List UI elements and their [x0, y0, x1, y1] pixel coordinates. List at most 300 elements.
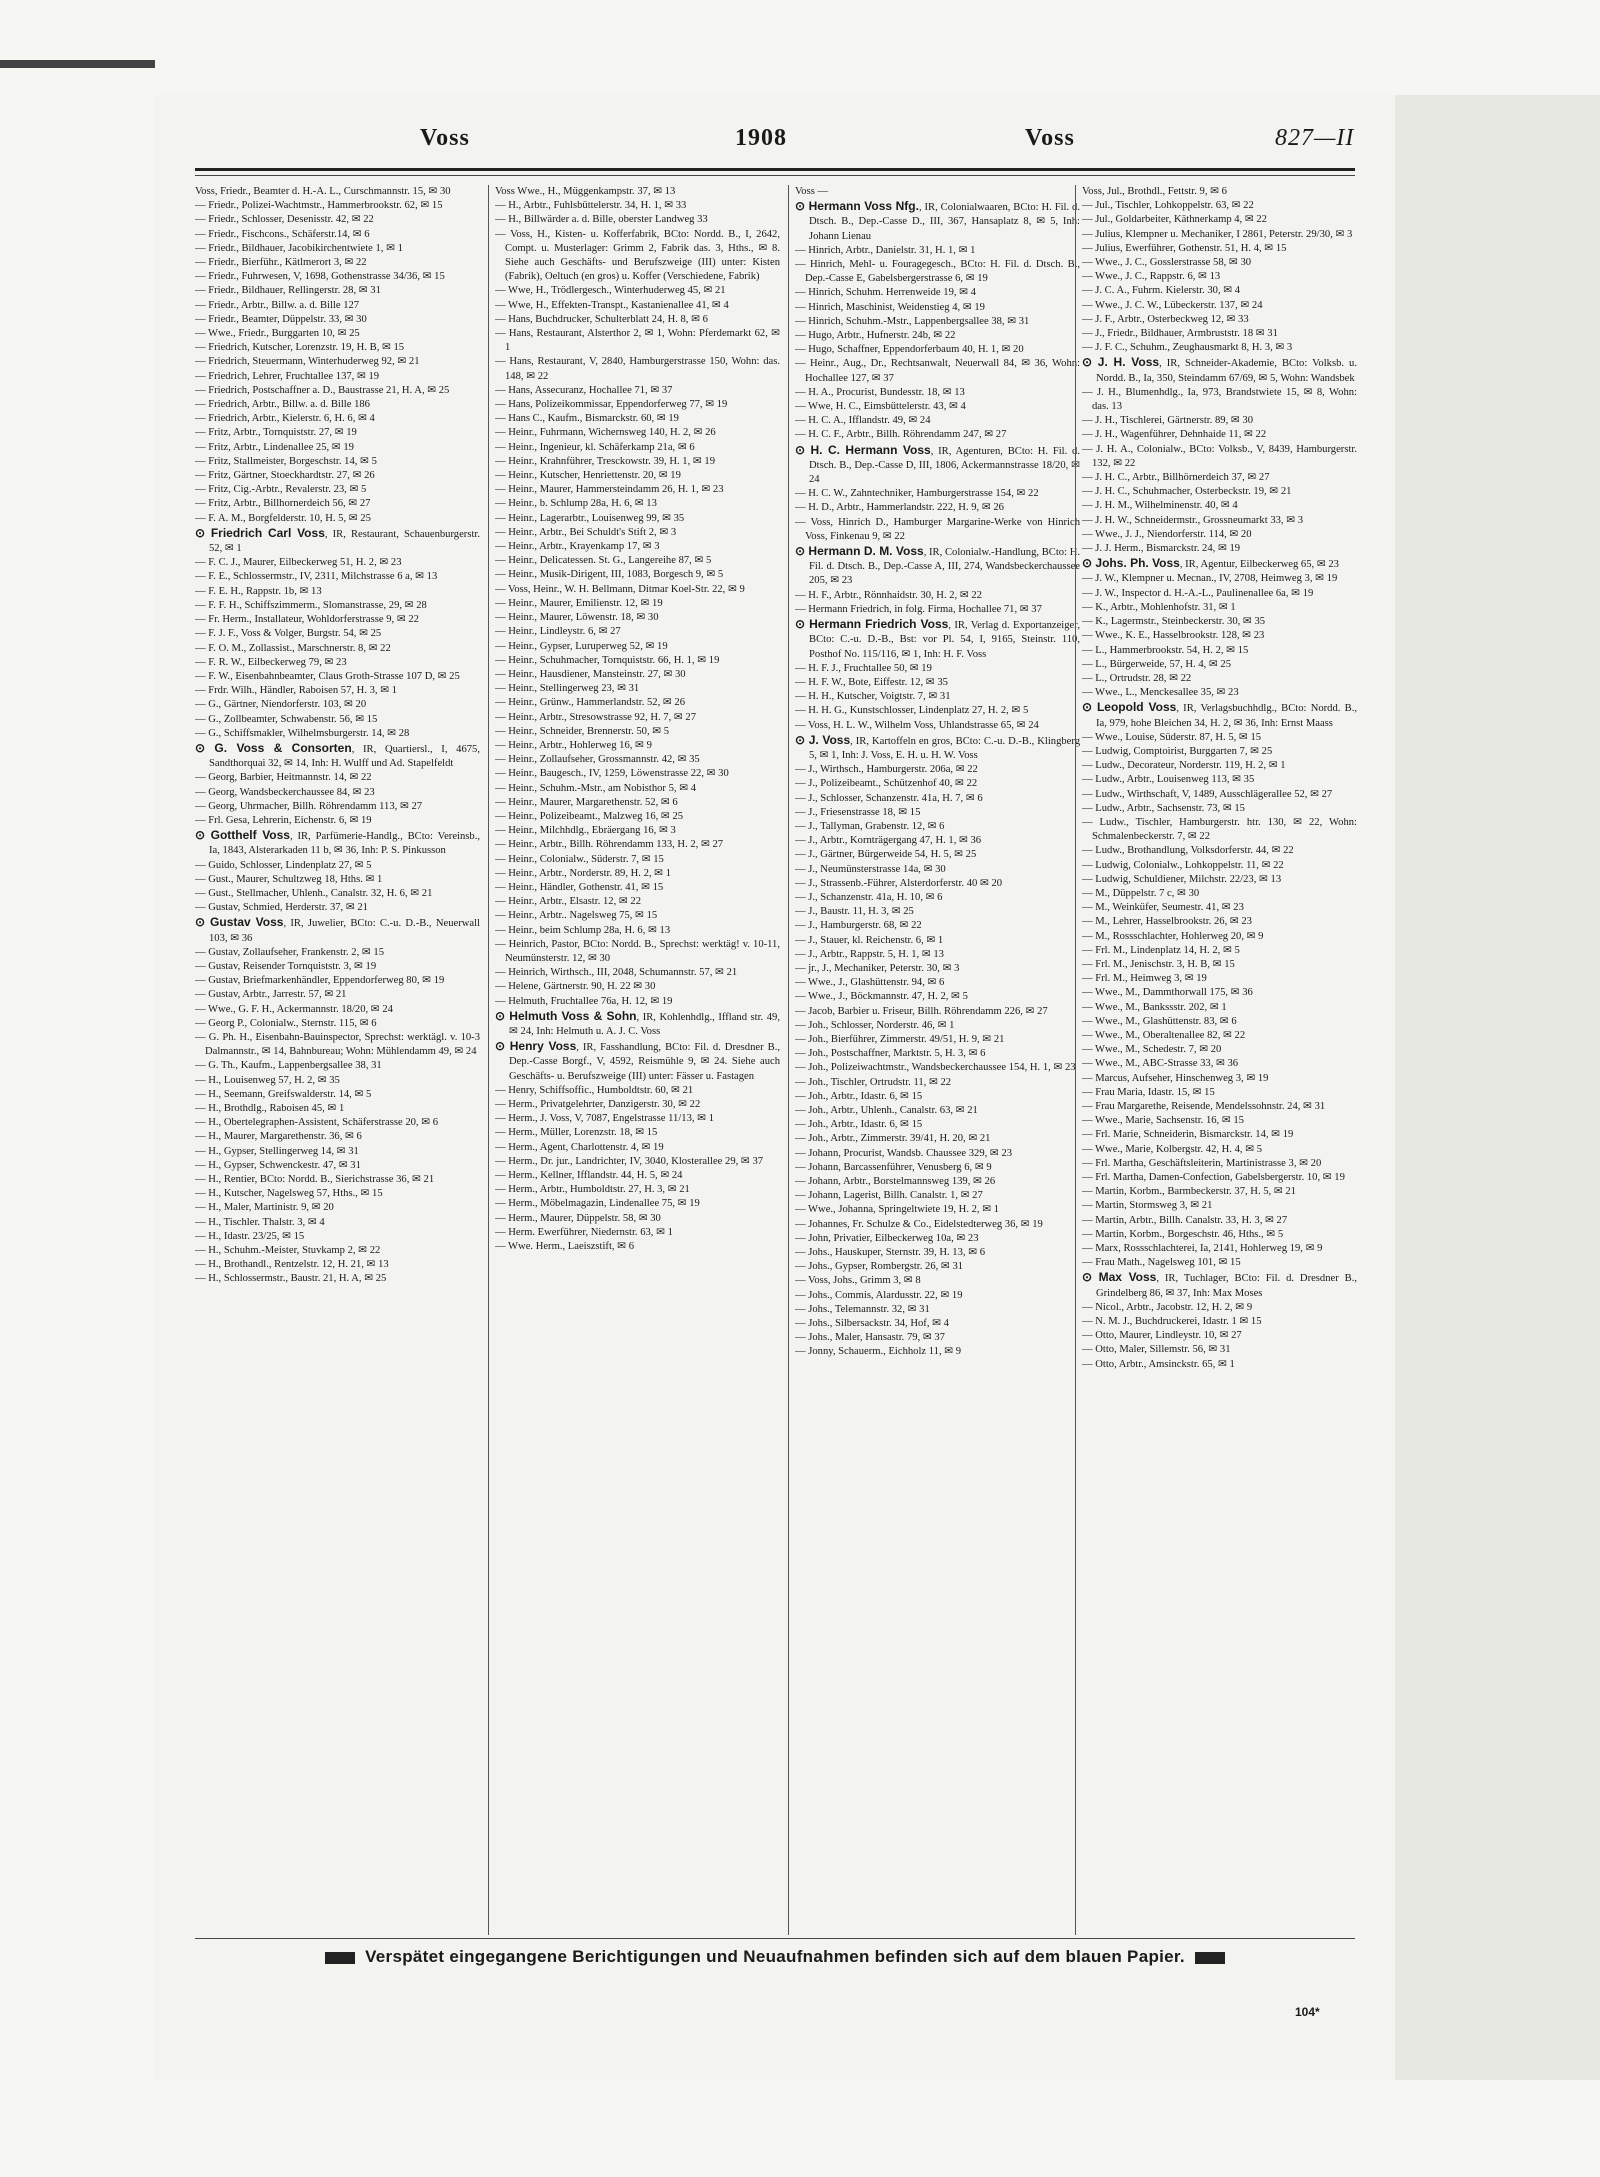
directory-entry: — J., Friedr., Bildhauer, Armbruststr. 18 ✉ 31 [1082, 328, 1278, 340]
directory-entry: — Otto, Maurer, Lindleystr. 10, ✉ 27 [1082, 1330, 1242, 1342]
directory-entry: — Heinr., Arbtr., Stresowstrasse 92, H. 7, ✉ 27 [495, 711, 697, 723]
directory-entry: — Hugo, Arbtr., Hufnerstr. 24b, ✉ 22 [795, 330, 956, 342]
directory-entry: — Fr. Herm., Installateur, Wohldorferstrasse 9, ✉ 22 [195, 614, 419, 626]
directory-entry: — Wwe., J. C., Rappstr. 6, ✉ 13 [1082, 271, 1221, 283]
directory-entry: — Nicol., Arbtr., Jacobstr. 12, H. 2, ✉ 9 [1082, 1301, 1253, 1313]
directory-entry: — Heinr., Fuhrmann, Wichernsweg 140, H. 2, ✉ 26 [495, 427, 716, 439]
directory-entry: — Jul., Goldarbeiter, Käthnerkamp 4, ✉ 22 [1082, 214, 1267, 226]
directory-entry: — H., Schuhm.-Meister, Stuvkamp 2, ✉ 22 [195, 1245, 381, 1257]
directory-entry: — Wwe., J. J., Niendorferstr. 114, ✉ 20 [1082, 528, 1252, 540]
directory-entry: — Otto, Arbtr., Amsinckstr. 65, ✉ 1 [1082, 1358, 1235, 1370]
directory-entry: — Julius, Klempner u. Mechaniker, I 2861, Peterstr. 29/30, ✉ 3 [1082, 228, 1353, 240]
directory-entry: — Joh., Schlosser, Norderstr. 46, ✉ 1 [795, 1019, 955, 1031]
directory-entry: — Frau Math., Nagelsweg 101, ✉ 15 [1082, 1257, 1241, 1269]
column-2 [495, 185, 780, 1935]
directory-entry: — Jul., Tischler, Lohkoppelstr. 63, ✉ 22 [1082, 200, 1254, 212]
directory-entry: — Herm., J. Voss, V, 7087, Engelstrasse 11/13, ✉ 1 [495, 1113, 714, 1125]
directory-entry: — Heinr., Hausdiener, Mansteinstr. 27, ✉ 30 [495, 668, 686, 680]
directory-entry: — Hinrich, Arbtr., Danielstr. 31, H. 1, ✉ 1 [795, 244, 976, 256]
directory-entry: — J., Gärtner, Bürgerweide 54, H. 5, ✉ 25 [795, 849, 977, 861]
directory-entry: — Ludwig, Comptoirist, Burggarten 7, ✉ 25 [1082, 745, 1273, 757]
directory-entry: — Heinr., Stellingerweg 23, ✉ 31 [495, 683, 640, 695]
directory-entry: — Heinr., Delicatessen. St. G., Langereihe 87, ✉ 5 [495, 555, 712, 567]
directory-entry: — Hugo, Schaffner, Eppendorferbaum 40, H. 1, ✉ 20 [795, 344, 1024, 356]
directory-entry: — Wwe., J. C., Gosslerstrasse 58, ✉ 30 [1082, 257, 1252, 269]
directory-entry: — Johann, Lagerist, Billh. Canalstr. 1, ✉ 27 [795, 1190, 983, 1202]
directory-entry: — F. J. F., Voss & Volger, Burgstr. 54, ✉ 25 [195, 628, 382, 640]
directory-entry: — Wwe., J., Glashüttenstr. 94, ✉ 6 [795, 977, 945, 989]
page-number: 827—II [1275, 125, 1355, 151]
directory-entry: — Voss, Johs., Grimm 3, ✉ 8 [795, 1275, 921, 1287]
directory-entry: — L., Bürgerweide, 57, H. 4, ✉ 25 [1082, 658, 1232, 670]
directory-entry: — Wwe., K. E., Hasselbrookstr. 128, ✉ 23 [1082, 630, 1265, 642]
directory-entry: — J. W., Inspector d. H.-A.-L., Paulinenallee 6a, ✉ 19 [1082, 587, 1314, 599]
directory-entry: — L., Hammerbrookstr. 54, H. 2, ✉ 15 [1082, 644, 1249, 656]
directory-entry: — Heinr., Grünw., Hammerlandstr. 52, ✉ 26 [495, 697, 686, 709]
header-rule-thin [195, 175, 1355, 176]
directory-entry: — J., Stauer, kl. Reichenstr. 6, ✉ 1 [795, 934, 944, 946]
directory-page [155, 95, 1395, 2080]
directory-entry: — Jonny, Schauerm., Eichholz 11, ✉ 9 [795, 1346, 962, 1358]
directory-entry: — Helmuth, Fruchtallee 76a, H. 12, ✉ 19 [495, 995, 673, 1007]
directory-entry: — Hinrich, Schuhm. Herrenweide 19, ✉ 4 [795, 287, 976, 299]
directory-entry: — F. O. M., Zollassist., Marschnerstr. 8, ✉ 22 [195, 642, 391, 654]
directory-entry: — Heinr., Arbtr.. Nagelsweg 75, ✉ 15 [495, 910, 658, 922]
directory-entry: — Heinr., beim Schlump 28a, H. 6, ✉ 13 [495, 924, 671, 936]
directory-entry: — Ludw., Decorateur, Norderstr. 119, H. 2, ✉ 1 [1082, 760, 1286, 772]
directory-entry: — Hans, Restaurant, Alsterthor 2, ✉ 1, Wohn: Pferdemarkt 62, ✉ 1 [495, 328, 780, 354]
directory-entry: — H., Schlossermstr., Baustr. 21, H. A, ✉ 25 [195, 1273, 387, 1285]
directory-entry: — Friedrich, Arbtr., Kielerstr. 6, H. 6, ✉ 4 [195, 413, 375, 425]
directory-entry: — Heinr., Colonialw., Süderstr. 7, ✉ 15 [495, 853, 664, 865]
scan-margin [1395, 95, 1600, 2080]
directory-entry: — Joh., Arbtr., Uhlenh., Canalstr. 63, ✉ 21 [795, 1105, 978, 1116]
directory-entry: — Henry, Schiffsoffic., Humboldtstr. 60, ✉ 21 [495, 1084, 694, 1096]
directory-entry: ⊙ Gotthelf Voss, IR, Parfümerie-Handlg., BCto: Vereinsb., Ia, 1843, Alsterarkaden 11 b, ✉ 36, Inh: P. S. Pinkusson [195, 828, 480, 857]
directory-entry: — Johs., Hauskuper, Sternstr. 39, H. 13, ✉ 6 [795, 1247, 986, 1259]
directory-entry: — Johs., Silbersackstr. 34, Hof, ✉ 4 [795, 1318, 949, 1330]
directory-entry: — Friedr., Polizei-Wachtmstr., Hammerbrookstr. 62, ✉ 15 [195, 200, 443, 212]
directory-entry: — Ludw., Arbtr., Louisenweg 113, ✉ 35 [1082, 774, 1255, 786]
directory-entry: — Heinr., Arbtr., Hohlerweg 16, ✉ 9 [495, 739, 652, 751]
directory-entry: — Wwe., M., Oberaltenallee 82, ✉ 22 [1082, 1029, 1246, 1041]
directory-entry: — H., Maurer, Margarethenstr. 36, ✉ 6 [195, 1131, 362, 1143]
directory-entry: — Herm., Agent, Charlottenstr. 4, ✉ 19 [495, 1141, 664, 1153]
directory-entry: — Johs., Gypser, Rombergstr. 26, ✉ 31 [795, 1261, 964, 1273]
directory-entry: — Heinr., Maurer, Hammersteindamm 26, H. 1, ✉ 23 [495, 484, 724, 496]
directory-entry: — Heinr., Schneider, Brennerstr. 50, ✉ 5 [495, 725, 670, 737]
directory-entry: — Voss, H. L. W., Wilhelm Voss, Uhlandstrasse 65, ✉ 24 [795, 719, 1039, 731]
directory-entry: — Marcus, Aufseher, Hinschenweg 3, ✉ 19 [1082, 1072, 1269, 1084]
directory-entry: — J. F. C., Schuhm., Zeughausmarkt 8, H. 3, ✉ 3 [1082, 342, 1293, 354]
directory-entry: — Gust., Maurer, Schultzweg 18, Hths. ✉ 1 [195, 873, 383, 885]
directory-entry: — Ludwig, Colonialw., Lohkoppelstr. 11, ✉ 22 [1082, 859, 1284, 871]
directory-entry: — Heinr., Arbtr., Billh. Röhrendamm 133, H. 2, ✉ 27 [495, 839, 724, 851]
directory-entry: — Fritz, Arbtr., Lindenallee 25, ✉ 19 [195, 441, 354, 453]
directory-entry: — Voss, Hinrich D., Hamburger Margarine-Werke von Hinrich Voss, Finkenau 9, ✉ 22 [795, 516, 1080, 542]
scan-edge-bar [0, 60, 155, 68]
directory-entry: — Heinr., Baugesch., IV, 1259, Löwenstrasse 22, ✉ 30 [495, 768, 729, 780]
directory-entry: — J., Hamburgerstr. 68, ✉ 22 [795, 920, 922, 932]
column-divider [1075, 185, 1076, 1935]
directory-entry: — Frl. Gesa, Lehrerin, Eichenstr. 6, ✉ 19 [195, 814, 372, 826]
directory-entry: — Heinr., Arbtr., Bei Schuldt's Stift 2, ✉ 3 [495, 526, 677, 538]
directory-entry: — Friedrich, Kutscher, Lorenzstr. 19, H. B, ✉ 15 [195, 342, 405, 354]
directory-entry: — Frau Margarethe, Reisende, Mendelssohnstr. 24, ✉ 31 [1082, 1101, 1326, 1112]
directory-entry: — Heinr., Maurer, Margarethenstr. 52, ✉ 6 [495, 796, 678, 808]
directory-entry: — Friedr., Beamter, Düppelstr. 33, ✉ 30 [195, 313, 367, 325]
directory-entry: — Wwe., G. F. H., Ackermannstr. 18/20, ✉ 24 [195, 1003, 393, 1015]
directory-entry: — F. F. H., Schiffszimmerm., Slomanstrasse, 29, ✉ 28 [195, 599, 427, 611]
directory-entry: — Otto, Maler, Sillemstr. 56, ✉ 31 [1082, 1344, 1231, 1356]
directory-entry: — Fritz, Cig.-Arbtr., Revalerstr. 23, ✉ 5 [195, 484, 367, 496]
directory-entry: — Joh., Polizeiwachtmstr., Wandsbeckerchaussee 154, H. 1, ✉ 23 [795, 1062, 1076, 1074]
directory-entry: — J. H., Blumenhdlg., Ia, 973, Brandstwiete 15, ✉ 8, Wohn: das. 13 [1082, 386, 1357, 413]
directory-entry: — Johs., Telemannstr. 32, ✉ 31 [795, 1303, 930, 1315]
directory-entry: — Heinr., Krahnführer, Tresckowstr. 39, H. 1, ✉ 19 [495, 455, 716, 467]
directory-entry: — Heinrich, Wirthsch., III, 2048, Schumannstr. 57, ✉ 21 [495, 967, 738, 979]
directory-entry: — Martin, Korbm., Barmbeckerstr. 37, H. 5, ✉ 21 [1082, 1186, 1296, 1198]
directory-entry: — Wwe., M., ABC-Strasse 33, ✉ 36 [1082, 1058, 1239, 1070]
directory-entry: — Wwe., M., Schedestr. 7, ✉ 20 [1082, 1044, 1222, 1056]
directory-entry: — F. A. M., Borgfelderstr. 10, H. 5, ✉ 25 [195, 512, 371, 524]
directory-entry: — Heinr., Milchhdlg., Ebräergang 16, ✉ 3 [495, 825, 676, 837]
directory-entry: — F. E. H., Rappstr. 1b, ✉ 13 [195, 585, 322, 597]
directory-entry: — H., Louisenweg 57, H. 2, ✉ 35 [195, 1074, 340, 1086]
directory-entry: — Herm. Ewerführer, Niedernstr. 63, ✉ 1 [495, 1226, 673, 1238]
directory-entry: — Herm., Privatgelehrter, Danzigerstr. 30, ✉ 22 [495, 1099, 701, 1110]
directory-entry: ⊙ Leopold Voss, IR, Verlagsbuchhdlg., BCto: Nordd. B., Ia, 979, hohe Bleichen 34, H. 2, ✉ 36, Inh: Ernst Maass [1082, 700, 1357, 729]
directory-entry: — Joh., Arbtr., Idastr. 6, ✉ 15 [795, 1119, 923, 1131]
directory-entry: — M., Lehrer, Hasselbrookstr. 26, ✉ 23 [1082, 916, 1252, 928]
directory-entry: — H. H., Kutscher, Voigtstr. 7, ✉ 31 [795, 691, 951, 703]
directory-entry: — Herm., Möbelmagazin, Lindenallee 75, ✉ 19 [495, 1198, 700, 1210]
directory-entry: — Frl. Marie, Schneiderin, Bismarckstr. 14, ✉ 19 [1082, 1129, 1294, 1141]
directory-entry: ⊙ Gustav Voss, IR, Juwelier, BCto: C.-u. D.-B., Neuerwall 103, ✉ 36 [195, 915, 480, 944]
directory-entry: — H., Brothandl., Rentzelstr. 12, H. 21, ✉ 13 [195, 1259, 389, 1271]
directory-entry: — H., Gypser, Stellingerweg 14, ✉ 31 [195, 1145, 359, 1157]
directory-entry: — Marx, Rossschlachterei, Ia, 2141, Hohlerweg 19, ✉ 9 [1082, 1243, 1323, 1255]
directory-entry: — Friedr., Fuhrwesen, V, 1698, Gothenstrasse 34/36, ✉ 15 [195, 271, 445, 283]
directory-entry: — Friedr., Arbtr., Billw. a. d. Bille 127 [195, 299, 360, 311]
pointing-hand-icon [325, 1952, 355, 1964]
directory-entry: — Julius, Ewerführer, Gothenstr. 51, H. 4, ✉ 15 [1082, 242, 1287, 254]
directory-entry: — Wwe. Herm., Laeiszstift, ✉ 6 [495, 1241, 635, 1253]
directory-entry: — Georg, Uhrmacher, Billh. Röhrendamm 113, ✉ 27 [195, 800, 423, 812]
directory-entry: — Friedr., Bierführ., Kätlmerort 3, ✉ 22 [195, 257, 367, 269]
directory-entry: — H., Kutscher, Nagelsweg 57, Hths., ✉ 15 [195, 1188, 383, 1200]
directory-entry: — Johann, Barcassenführer, Venusberg 6, ✉ 9 [795, 1161, 992, 1173]
directory-entry: — H., Billwärder a. d. Bille, oberster Landweg 33 [495, 214, 708, 226]
directory-entry: — J. H. M., Wilhelminenstr. 40, ✉ 4 [1082, 500, 1238, 512]
directory-entry: — Johannes, Fr. Schulze & Co., Eidelstedterweg 36, ✉ 19 [795, 1218, 1043, 1230]
directory-entry: — Friedr., Bildhauer, Jacobikirchentwiete 1, ✉ 1 [195, 242, 403, 254]
directory-entry: — Heinr., Schuhmacher, Tornquiststr. 66, H. 1, ✉ 19 [495, 654, 720, 666]
directory-entry: — Johs., Maler, Hansastr. 79, ✉ 37 [795, 1332, 945, 1344]
directory-entry: ⊙ Johs. Ph. Voss, IR, Agentur, Eilbeckerweg 65, ✉ 23 [1082, 556, 1339, 571]
directory-entry: — Hans, Assecuranz, Hochallee 71, ✉ 37 [495, 384, 673, 396]
directory-entry: — Wwe, H., Trödlergesch., Winterhuderweg 45, ✉ 21 [495, 285, 726, 297]
page-header [195, 125, 1355, 161]
directory-entry: — J. H., Wagenführer, Dehnhaide 11, ✉ 22 [1082, 429, 1267, 441]
directory-entry: — H., Arbtr., Fuhlsbüttelerstr. 34, H. 1, ✉ 33 [495, 200, 687, 212]
directory-entry: — Heinr., Gypser, Luruperweg 52, ✉ 19 [495, 640, 668, 652]
directory-entry: — Georg, Wandsbeckerchaussee 84, ✉ 23 [195, 786, 375, 798]
footer-notice [215, 1947, 1335, 1967]
directory-entry: — Voss, H., Kisten- u. Kofferfabrik, BCto: Nordd. B., I, 2642, Compt. u. Musterlager: Grimm 2, Fabrik das. 3, Hths., ✉ 8. Siehe auch Geschäfts- und Berufszweige (III) unter: Kisten (Fabrik), Oeltuch (en gros) u. Koffer (Verschiedene, Fabrik) [495, 228, 780, 283]
directory-entry: — Herm., Müller, Lorenzstr. 18, ✉ 15 [495, 1127, 658, 1139]
directory-entry: — J. H. C., Schuhmacher, Osterbeckstr. 19, ✉ 21 [1082, 486, 1292, 498]
directory-entry: — F. R. W., Eilbeckerweg 79, ✉ 23 [195, 656, 347, 668]
directory-entry: ⊙ G. Voss & Consorten, IR, Quartiersl., I, 4675, Sandthorquai 32, ✉ 14, Inh: H. Wulff und Ad. Stapelfeldt [195, 740, 480, 770]
directory-entry: — Wwe., Louise, Süderstr. 87, H. 5, ✉ 15 [1082, 731, 1262, 743]
directory-entry: — Fritz, Arbtr., Billhornerdeich 56, ✉ 27 [195, 498, 371, 510]
directory-entry: — Heinr., Maurer, Emilienstr. 12, ✉ 19 [495, 597, 663, 609]
directory-entry: — Herm., Maurer, Düppelstr. 58, ✉ 30 [495, 1212, 661, 1224]
directory-entry: — Wwe., J., Böckmannstr. 47, H. 2, ✉ 5 [795, 991, 968, 1003]
directory-entry: ⊙ Friedrich Carl Voss, IR, Restaurant, Schauenburgerstr. 52, ✉ 1 [195, 525, 480, 555]
directory-entry: ⊙ J. Voss, IR, Kartoffeln en gros, BCto: C.-u. D.-B., Klingberg 5, ✉ 1, Inh: J. Voss, E. H. u. H. W. Voss [795, 732, 1080, 761]
directory-entry: — Ludw., Brothandlung, Volksdorferstr. 44, ✉ 22 [1082, 845, 1294, 857]
directory-entry: — F. W., Eisenbahnbeamter, Claus Groth-Strasse 107 D, ✉ 25 [195, 670, 460, 682]
directory-entry: — Heinr., Zollaufseher, Grossmannstr. 42, ✉ 35 [495, 754, 700, 766]
directory-entry: — M., Rossschlachter, Hohlerweg 20, ✉ 9 [1082, 930, 1264, 942]
directory-entry: — Wwe., Marie, Kolbergstr. 42, H. 4, ✉ 5 [1082, 1143, 1263, 1155]
directory-entry: — Ludw., Tischler, Hamburgerstr. htr. 130, ✉ 22, Wohn: Schmalenbeckerstr. 7, ✉ 22 [1082, 816, 1357, 843]
directory-entry: — G., Schiffsmakler, Wilhelmsburgerstr. 14, ✉ 28 [195, 727, 410, 739]
directory-entry: — G. Th., Kaufm., Lappenbergsallee 38, 31 [195, 1060, 382, 1072]
directory-entry: — J. J. Herm., Bismarckstr. 24, ✉ 19 [1082, 543, 1241, 555]
directory-entry: — Heinr., Arbtr., Krayenkamp 17, ✉ 3 [495, 541, 660, 553]
directory-entry: — L., Ortrudstr. 28, ✉ 22 [1082, 672, 1192, 684]
directory-entry: — N. M. J., Buchdruckerei, Idastr. 1 ✉ 15 [1082, 1316, 1262, 1328]
directory-entry: — J. H. W., Schneidermstr., Grossneumarkt 33, ✉ 3 [1082, 514, 1304, 526]
directory-entry: — Herm., Arbtr., Humboldtstr. 27, H. 3, ✉ 21 [495, 1184, 690, 1196]
directory-entry: — Johann, Procurist, Wandsb. Chaussee 329, ✉ 23 [795, 1147, 1013, 1159]
directory-entry: — Hans, Polizeikommissar, Eppendorferweg 77, ✉ 19 [495, 399, 728, 411]
directory-entry: — Joh., Postschaffner, Marktstr. 5, H. 3, ✉ 6 [795, 1048, 986, 1060]
directory-entry: — Gustav, Zollaufseher, Frankenstr. 2, ✉ 15 [195, 946, 385, 958]
directory-entry: — M., Weinküfer, Seumestr. 41, ✉ 23 [1082, 902, 1244, 914]
directory-entry: — J., Friesenstrasse 18, ✉ 15 [795, 806, 921, 818]
directory-entry: — Joh., Bierführer, Zimmerstr. 49/51, H. 9, ✉ 21 [795, 1033, 1005, 1045]
directory-entry: — Fritz, Stallmeister, Borgeschstr. 14, ✉ 5 [195, 455, 377, 467]
directory-entry: — J., Polizeibeamt., Schützenhof 40, ✉ 22 [795, 778, 978, 790]
directory-entry: — H., Brothdlg., Raboisen 45, ✉ 1 [195, 1103, 345, 1114]
directory-entry: — Frl. Martha, Damen-Confection, Gabelsbergerstr. 10, ✉ 19 [1082, 1172, 1345, 1184]
footer-rule [195, 1938, 1355, 1939]
directory-entry: — H. F. J., Fruchtallee 50, ✉ 19 [795, 662, 932, 674]
directory-entry: — Heinr., Musik-Dirigent, III, 1083, Borgesch 9, ✉ 5 [495, 569, 724, 581]
directory-entry: — Heinr., Kutscher, Henriettenstr. 20, ✉ 19 [495, 470, 681, 482]
directory-entry: — Wwe, H. C., Eimsbüttelerstr. 43, ✉ 4 [795, 401, 966, 413]
directory-entry: — Gustav, Reisender Tornquiststr. 3, ✉ 19 [195, 960, 377, 972]
directory-entry: — Fritz, Gärtner, Stoeckhardtstr. 27, ✉ 26 [195, 470, 375, 482]
directory-entry: — J. H. A., Colonialw., BCto: Volksb., V, 8439, Hamburgerstr. 132, ✉ 22 [1082, 443, 1357, 469]
directory-entry: — M., Düppelstr. 7 c, ✉ 30 [1082, 887, 1200, 899]
directory-entry: — Heinr., Lindleystr. 6, ✉ 27 [495, 626, 621, 638]
directory-entry: — G., Zollbeamter, Schwabenstr. 56, ✉ 15 [195, 713, 378, 725]
directory-entry: — H. H. G., Kunstschlosser, Lindenplatz 27, H. 2, ✉ 5 [795, 705, 1029, 717]
directory-entry: — Hinrich, Schuhm.-Mstr., Lappenbergsallee 38, ✉ 31 [795, 315, 1030, 327]
directory-entry: — Ludwig, Schuldiener, Milchstr. 22/23, ✉ 13 [1082, 873, 1282, 885]
directory-entry: — H. C. F., Arbtr., Billh. Röhrendamm 247, ✉ 27 [795, 429, 1007, 441]
directory-entry: — Johs., Commis, Alardusstr. 22, ✉ 19 [795, 1289, 963, 1301]
directory-entry: — K., Arbtr., Mohlenhofstr. 31, ✉ 1 [1082, 601, 1236, 613]
directory-entry: — J., Wirthsch., Hamburgerstr. 206a, ✉ 22 [795, 764, 978, 776]
directory-entry: — Wwe., Marie, Sachsenstr. 16, ✉ 15 [1082, 1115, 1244, 1127]
directory-entry: — Heinr., b. Schlump 28a, H. 6, ✉ 13 [495, 498, 657, 510]
header-rule [195, 168, 1355, 171]
directory-entry: — Friedr., Bildhauer, Rellingerstr. 28, ✉ 31 [195, 285, 381, 297]
directory-entry: — Wwe., M., Bankssstr. 202, ✉ 1 [1082, 1001, 1227, 1013]
footer-notice-text: Verspätet eingegangene Berichtigungen und Neuaufnahmen befinden sich auf dem blauen Papier. [365, 1947, 1185, 1966]
header-right-word: Voss [1025, 125, 1075, 151]
directory-entry: — J., Schanzenstr. 41a, H. 10, ✉ 6 [795, 891, 943, 903]
directory-entry: — Martin, Arbtr., Billh. Canalstr. 33, H. 3, ✉ 27 [1082, 1214, 1288, 1226]
directory-entry: ⊙ J. H. Voss, IR, Schneider-Akademie, BCto: Volksb. u. Nordd. B., Ia, 350, Steindamm 67/69, ✉ 5, Wohn: Wandsbek [1082, 355, 1357, 384]
directory-entry: — J. H., Tischlerei, Gärtnerstr. 89, ✉ 30 [1082, 415, 1254, 427]
directory-entry: — Wwe., J. C. W., Lübeckerstr. 137, ✉ 24 [1082, 299, 1263, 311]
directory-entry: Voss — [795, 186, 829, 197]
directory-entry: — Friedrich, Steuermann, Winterhuderweg 92, ✉ 21 [195, 356, 420, 368]
directory-entry: — J., Tallyman, Grabenstr. 12, ✉ 6 [795, 820, 945, 832]
directory-entry: — Johann, Arbtr., Borstelmannsweg 139, ✉ 26 [795, 1176, 996, 1188]
directory-entry: — jr., J., Mechaniker, Peterstr. 30, ✉ 3 [795, 962, 960, 974]
directory-entry: — Frl. M., Jenischstr. 3, H. B, ✉ 15 [1082, 958, 1235, 970]
directory-entry: — Martin, Korbm., Borgeschstr. 46, Hths., ✉ 5 [1082, 1228, 1284, 1240]
directory-entry: — Hans C., Kaufm., Bismarckstr. 60, ✉ 19 [495, 413, 679, 425]
directory-entry: ⊙ Henry Voss, IR, Fasshandlung, BCto: Fil. d. Dresdner B., Dep.-Casse Borgf., V, 4592, Reismühle 9, ✉ 24. Siehe auch Geschäfts- u. Berufszweige (III) unter: Fässer u. Fastagen [495, 1039, 780, 1082]
directory-entry: — Hans, Buchdrucker, Schulterblatt 24, H. 8, ✉ 6 [495, 313, 708, 325]
directory-entry: — F. C. J., Maurer, Eilbeckerweg 51, H. 2, ✉ 23 [195, 557, 402, 569]
directory-entry: Voss, Friedr., Beamter d. H.-A. L., Curschmannstr. 15, ✉ 30 [195, 186, 451, 197]
directory-entry: — Joh., Tischler, Ortrudstr. 11, ✉ 22 [795, 1076, 952, 1088]
directory-entry: — Ludw., Wirthschaft, V, 1489, Ausschlägerallee 52, ✉ 27 [1082, 788, 1333, 800]
directory-entry: — J., Schlosser, Schanzenstr. 41a, H. 7, ✉ 6 [795, 792, 983, 804]
directory-entry: — Joh., Arbtr., Idastr. 6, ✉ 15 [795, 1090, 923, 1102]
directory-entry: — Gustav, Briefmarkenhändler, Eppendorferweg 80, ✉ 19 [195, 975, 445, 987]
directory-entry: — H., Obertelegraphen-Assistent, Schäferstrasse 20, ✉ 6 [195, 1117, 439, 1129]
directory-entry: — Gustav, Schmied, Herderstr. 37, ✉ 21 [195, 902, 368, 914]
directory-entry: — Frau Maria, Idastr. 15, ✉ 15 [1082, 1086, 1215, 1098]
directory-entry: — Jacob, Barbier u. Friseur, Billh. Röhrendamm 226, ✉ 27 [795, 1005, 1048, 1017]
directory-entry: — J., Neumünsterstrasse 14a, ✉ 30 [795, 863, 946, 875]
directory-entry: — Georg P., Colonialw., Sternstr. 115, ✉ 6 [195, 1017, 377, 1029]
directory-entry: — Frl. M., Heimweg 3, ✉ 19 [1082, 973, 1207, 985]
directory-entry: — H. C. A., Ifflandstr. 49, ✉ 24 [795, 415, 931, 427]
directory-entry: — J. C. A., Fuhrm. Kielerstr. 30, ✉ 4 [1082, 285, 1241, 297]
directory-entry: — Herm., Dr. jur., Landrichter, IV, 3040, Klosterallee 29, ✉ 37 [495, 1155, 764, 1167]
directory-entry: — Joh., Arbtr., Zimmerstr. 39/41, H. 20, ✉ 21 [795, 1133, 991, 1145]
header-left-word: Voss [420, 125, 470, 151]
directory-entry: — Heinr., Händler, Gothenstr. 41, ✉ 15 [495, 881, 664, 893]
directory-entry: — Gust., Stellmacher, Uhlenh., Canalstr. 32, H. 6, ✉ 21 [195, 887, 433, 899]
column-1 [195, 185, 480, 1935]
directory-entry: — Friedrich, Postschaffner a. D., Baustrasse 21, H. A, ✉ 25 [195, 384, 450, 396]
directory-entry: — John, Privatier, Eilbeckerweg 10a, ✉ 23 [795, 1232, 979, 1244]
directory-entry: — Heinrich, Pastor, BCto: Nordd. B., Sprechst: werktäg! v. 10-11, Neumünsterstr. 12, ✉ 30 [495, 938, 780, 964]
directory-entry: — Frdr. Wilh., Händler, Raboisen 57, H. 3, ✉ 1 [195, 685, 398, 697]
directory-entry: — H., Tischler. Thalstr. 3, ✉ 4 [195, 1216, 325, 1228]
directory-entry: — Friedr., Schlosser, Desenisstr. 42, ✉ 22 [195, 214, 374, 226]
directory-entry: — Heinr., Arbtr., Elsastr. 12, ✉ 22 [495, 896, 641, 908]
directory-entry: — Wwe., Friedr., Burggarten 10, ✉ 25 [195, 328, 360, 340]
directory-entry: ⊙ H. C. Hermann Voss, IR, Agenturen, BCto: H. Fil. d. Dtsch. B., Dep.-Casse D, III, 1806, Ackermannstrasse 18/20, ✉ 24 [795, 442, 1080, 486]
column-divider [788, 185, 789, 1935]
directory-entry: — H., Seemann, Greifswalderstr. 14, ✉ 5 [195, 1088, 372, 1100]
directory-entry: — H., Rentier, BCto: Nordd. B., Sierichstrasse 36, ✉ 21 [195, 1174, 435, 1186]
directory-entry: — H., Idastr. 23/25, ✉ 15 [195, 1230, 305, 1242]
directory-entry: Voss, Jul., Brothdl., Fettstr. 9, ✉ 6 [1082, 186, 1227, 197]
directory-entry: — Heinr., Aug., Dr., Rechtsanwalt, Neuerwall 84, ✉ 36, Wohn: Hochallee 127, ✉ 37 [795, 358, 1080, 384]
directory-entry: — Voss, Heinr., W. H. Bellmann, Ditmar Koel-Str. 22, ✉ 9 [495, 583, 745, 595]
column-divider [488, 185, 489, 1935]
sheet-number: 104* [1295, 2005, 1320, 2019]
directory-entry: — Ludw., Arbtr., Sachsenstr. 73, ✉ 15 [1082, 802, 1245, 814]
directory-entry: — Frl. Martha, Geschäftsleiterin, Martinistrasse 3, ✉ 20 [1082, 1157, 1322, 1169]
directory-entry: — H. F. W., Bote, Eiffestr. 12, ✉ 35 [795, 676, 948, 688]
directory-entry: — Heinr., Polizeibeamt., Malzweg 16, ✉ 25 [495, 810, 684, 822]
directory-entry: — Wwe., Johanna, Springeltwiete 19, H. 2, ✉ 1 [795, 1204, 1000, 1216]
directory-entry: ⊙ Helmuth Voss & Sohn, IR, Kohlenhdlg., Iffland str. 49, ✉ 24, Inh: Helmuth u. A. J. C. Voss [495, 1008, 780, 1037]
directory-entry: — Wwe., M., Dammthorwall 175, ✉ 36 [1082, 987, 1253, 999]
column-4 [1082, 185, 1357, 1935]
pointing-hand-icon [1195, 1952, 1225, 1964]
directory-entry: ⊙ Hermann Friedrich Voss, IR, Verlag d. Exportanzeiger, BCto: C.-u. D.-B., Bst: vor Pl. 54, I, 9165, Steinstr. 110, Posthof No. 115/116, ✉ 1, Inh: H. F. Voss [795, 617, 1080, 660]
directory-entry: — F. E., Schlossermstr., IV, 2311, Milchstrasse 6 a, ✉ 13 [195, 571, 438, 583]
directory-entry: — Guido, Schlosser, Lindenplatz 27, ✉ 5 [195, 859, 372, 871]
directory-entry: — J. W., Klempner u. Mecnan., IV, 2708, Heimweg 3, ✉ 19 [1082, 573, 1338, 585]
directory-entry: — Friedrich, Arbtr., Billw. a. d. Bille 186 [195, 399, 370, 411]
directory-entry: ⊙ Hermann Voss Nfg., IR, Colonialwaaren, BCto: H. Fil. d. Dtsch. B., Dep.-Casse D., III, 367, Hansaplatz 8, ✉ 5, Inh: Johann Lienau [795, 199, 1080, 242]
directory-entry: — Heinr., Schuhm.-Mstr., am Nobisthor 5, ✉ 4 [495, 782, 697, 794]
directory-entry: — H., Gypser, Schwenckestr. 47, ✉ 31 [195, 1159, 361, 1171]
directory-entry: — Heinr., Arbtr., Norderstr. 89, H. 2, ✉ 1 [495, 867, 672, 879]
directory-entry: — Friedr., Fischcons., Schäferstr.14, ✉ 6 [195, 228, 370, 240]
directory-entry: — J., Arbtr., Kornträgergang 47, H. 1, ✉ 36 [795, 835, 982, 847]
directory-entry: — Hinrich, Maschinist, Weidenstieg 4, ✉ 19 [795, 301, 985, 313]
directory-entry: — Martin, Stormsweg 3, ✉ 21 [1082, 1200, 1213, 1212]
directory-entry: — H. A., Procurist, Bundesstr. 18, ✉ 13 [795, 386, 965, 398]
directory-entry: Voss Wwe., H., Müggenkampstr. 37, ✉ 13 [495, 186, 676, 197]
directory-entry: — Wwe, H., Effekten-Transpt., Kastanienallee 41, ✉ 4 [495, 299, 729, 311]
directory-entry: — G. Ph. H., Eisenbahn-Bauinspector, Sprechst: werktägl. v. 10-3 Dalmannstr., ✉ 14, Bahnbureau; Wohn: Mühlendamm 49, ✉ 24 [195, 1031, 480, 1058]
directory-entry: — J. F., Arbtr., Osterbeckweg 12, ✉ 33 [1082, 313, 1249, 325]
directory-entry: — Heinr., Maurer, Löwenstr. 18, ✉ 30 [495, 612, 659, 624]
directory-entry: — H. C. W., Zahntechniker, Hamburgerstrasse 154, ✉ 22 [795, 488, 1039, 500]
directory-entry: — J. H. C., Arbtr., Billhörnerdeich 37, ✉ 27 [1082, 472, 1270, 484]
directory-entry: ⊙ Max Voss, IR, Tuchlager, BCto: Fil. d. Dresdner B., Grindelberg 86, ✉ 37, Inh: Max Moses [1082, 1270, 1357, 1299]
directory-entry: — K., Lagermstr., Steinbeckerstr. 30, ✉ 35 [1082, 616, 1266, 628]
directory-entry: — H., Maler, Martinistr. 9, ✉ 20 [195, 1202, 334, 1214]
directory-entry: ⊙ Hermann D. M. Voss, IR, Colonialw.-Handlung, BCto: H. Fil. d. Dtsch. B., Dep.-Casse A, III, 274, Wandsbeckerchaussee 205, ✉ 23 [795, 544, 1080, 587]
header-year: 1908 [735, 125, 787, 151]
directory-entry: — Heinr., Lagerarbtr., Louisenweg 99, ✉ 35 [495, 512, 685, 524]
directory-entry: — H. F., Arbtr., Rönnhaidstr. 30, H. 2, ✉ 22 [795, 589, 982, 601]
directory-entry: — Gustav, Arbtr., Jarrestr. 57, ✉ 21 [195, 989, 347, 1001]
directory-entry: — J., Baustr. 11, H. 3, ✉ 25 [795, 906, 914, 918]
directory-entry: — Georg, Barbier, Heitmannstr. 14, ✉ 22 [195, 772, 372, 784]
directory-entry: — Wwe., M., Glashüttenstr. 83, ✉ 6 [1082, 1015, 1237, 1027]
directory-entry: — J., Arbtr., Rappstr. 5, H. 1, ✉ 13 [795, 948, 944, 960]
directory-entry: — J., Strassenb.-Führer, Alsterdorferstr. 40 ✉ 20 [795, 877, 1003, 889]
directory-entry: — Friedrich, Lehrer, Fruchtallee 137, ✉ 19 [195, 370, 380, 382]
directory-entry: — Hinrich, Mehl- u. Fouragegesch., BCto: H. Fil. d. Dtsch. B., Dep.-Casse E, Gabelsbergerstrasse 6, ✉ 19 [795, 259, 1080, 285]
directory-entry: — Herm., Kellner, Ifflandstr. 44, H. 5, ✉ 24 [495, 1170, 683, 1182]
directory-entry: — Hans, Restaurant, V, 2840, Hamburgerstrasse 150, Wohn: das. 148, ✉ 22 [495, 356, 780, 382]
directory-entry: — H. D., Arbtr., Hammerlandstr. 222, H. 9, ✉ 26 [795, 502, 1004, 514]
